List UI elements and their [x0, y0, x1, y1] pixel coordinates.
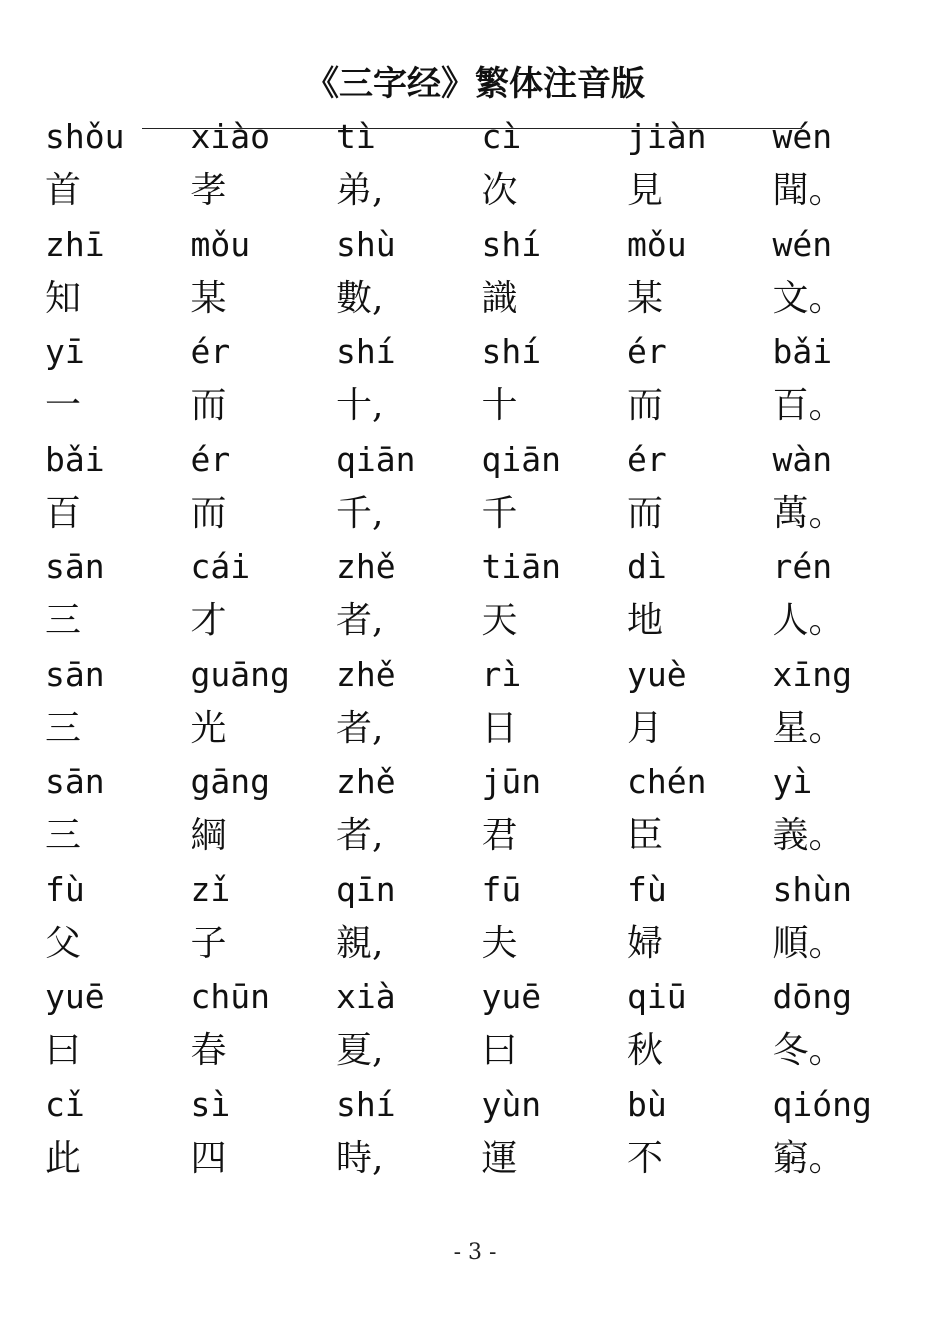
hanzi-character: 百。	[772, 385, 845, 426]
pinyin-row	[45, 757, 918, 807]
pinyin-syllable: rén	[772, 547, 833, 586]
pinyin-syllable: bǎi	[772, 332, 833, 371]
stanza-list	[45, 112, 925, 1187]
hanzi-character: 者,	[336, 815, 384, 856]
hanzi-character: 光	[190, 707, 227, 749]
hanzi-character: 弟,	[336, 170, 384, 211]
pinyin-syllable: yì	[772, 762, 813, 801]
hanzi-character: 次	[481, 170, 518, 211]
hanzi-character: 才	[190, 600, 227, 641]
pinyin-syllable: shí	[481, 332, 542, 371]
hanzi-character: 夫	[481, 922, 518, 964]
hanzi-character: 四	[190, 1137, 227, 1179]
hanzi-character: 而	[190, 492, 227, 534]
hanzi-character: 婦	[627, 922, 664, 964]
hanzi-character: 文。	[772, 277, 845, 319]
pinyin-syllable: shí	[336, 1084, 396, 1124]
pinyin-syllable: guāng	[190, 654, 290, 694]
pinyin-syllable: yuē	[45, 977, 105, 1016]
pinyin-syllable: yuē	[481, 977, 542, 1016]
pinyin-syllable: sì	[190, 1084, 231, 1124]
pinyin-syllable: ér	[627, 439, 667, 479]
stanza	[45, 327, 925, 435]
pinyin-row	[45, 542, 918, 592]
pinyin-syllable: zhě	[336, 762, 396, 801]
hanzi-character: 千,	[336, 492, 384, 534]
hanzi-character: 人。	[772, 600, 845, 641]
stanza	[45, 757, 925, 865]
hanzi-character: 見	[627, 170, 664, 211]
pinyin-syllable: jiàn	[627, 117, 707, 156]
pinyin-syllable: dōng	[772, 977, 852, 1016]
pinyin-syllable: wén	[772, 224, 833, 264]
pinyin-syllable: sān	[45, 547, 105, 586]
pinyin-syllable: cǐ	[45, 1084, 85, 1124]
hanzi-character: 運	[481, 1137, 518, 1179]
pinyin-syllable: xià	[336, 977, 396, 1016]
hanzi-character: 日	[481, 707, 518, 749]
hanzi-row	[45, 1026, 918, 1076]
hanzi-character: 三	[45, 600, 82, 641]
pinyin-row	[45, 435, 918, 485]
pinyin-syllable: cái	[190, 547, 251, 586]
hanzi-character: 親,	[336, 922, 384, 964]
pinyin-syllable: xīng	[772, 654, 852, 694]
pinyin-syllable: bǎi	[45, 439, 105, 479]
hanzi-row	[45, 1134, 918, 1184]
pinyin-syllable: dì	[627, 547, 667, 586]
hanzi-character: 十,	[336, 385, 384, 426]
pinyin-syllable: sān	[45, 762, 105, 801]
stanza	[45, 542, 925, 650]
pinyin-syllable: shǒu	[45, 117, 125, 156]
hanzi-row	[45, 704, 918, 754]
hanzi-character: 者,	[336, 600, 384, 641]
pinyin-syllable: zhī	[45, 224, 105, 264]
pinyin-syllable: cì	[481, 117, 522, 156]
hanzi-character: 而	[627, 385, 664, 426]
hanzi-character: 萬。	[772, 492, 845, 534]
pinyin-syllable: yùn	[481, 1084, 542, 1124]
hanzi-character: 春	[190, 1030, 227, 1071]
pinyin-row	[45, 972, 918, 1022]
hanzi-character: 月	[627, 707, 664, 749]
pinyin-syllable: ér	[190, 332, 231, 371]
hanzi-character: 時,	[336, 1137, 384, 1179]
pinyin-syllable: zhě	[336, 654, 396, 694]
hanzi-character: 數,	[336, 277, 384, 319]
hanzi-character: 父	[45, 922, 82, 964]
hanzi-character: 百	[45, 492, 82, 534]
stanza	[45, 972, 925, 1080]
pinyin-syllable: qiān	[481, 439, 561, 479]
pinyin-syllable: chūn	[190, 977, 270, 1016]
hanzi-character: 順。	[772, 922, 845, 964]
hanzi-character: 者,	[336, 707, 384, 749]
hanzi-character: 三	[45, 707, 82, 749]
pinyin-syllable: fù	[45, 869, 85, 909]
stanza	[45, 112, 925, 220]
hanzi-row	[45, 166, 918, 216]
stanza	[45, 865, 925, 973]
pinyin-syllable: qióng	[772, 1084, 872, 1124]
pinyin-syllable: yī	[45, 332, 85, 371]
pinyin-row	[45, 650, 918, 700]
hanzi-row	[45, 596, 918, 646]
hanzi-row	[45, 489, 918, 539]
pinyin-row	[45, 220, 918, 270]
stanza	[45, 435, 925, 543]
hanzi-character: 而	[627, 492, 664, 534]
page-title: 《三字经》繁体注音版	[305, 64, 645, 104]
hanzi-character: 聞。	[772, 170, 845, 211]
pinyin-row	[45, 865, 918, 915]
pinyin-syllable: rì	[481, 654, 522, 694]
hanzi-character: 秋	[627, 1030, 664, 1071]
hanzi-character: 三	[45, 815, 82, 856]
pinyin-syllable: xiào	[190, 117, 270, 156]
pinyin-syllable: qiū	[627, 977, 687, 1016]
hanzi-character: 孝	[190, 170, 227, 211]
hanzi-character: 臣	[627, 815, 664, 856]
stanza	[45, 220, 925, 328]
hanzi-character: 綱	[190, 815, 227, 856]
hanzi-character: 十	[481, 385, 518, 426]
pinyin-syllable: shí	[336, 332, 396, 371]
hanzi-character: 義。	[772, 815, 845, 856]
pinyin-syllable: ér	[190, 439, 231, 479]
hanzi-character: 不	[627, 1137, 664, 1179]
pinyin-syllable: wàn	[772, 439, 833, 479]
hanzi-character: 天	[481, 600, 518, 641]
pinyin-syllable: wén	[772, 117, 833, 156]
pinyin-syllable: gāng	[190, 762, 270, 801]
hanzi-character: 知	[45, 277, 82, 319]
pinyin-syllable: chén	[627, 762, 707, 801]
hanzi-character: 君	[481, 815, 518, 856]
hanzi-character: 一	[45, 385, 82, 426]
pinyin-syllable: shù	[336, 224, 396, 264]
hanzi-character: 而	[190, 385, 227, 426]
hanzi-row	[45, 811, 918, 861]
stanza	[45, 650, 925, 758]
hanzi-character: 夏,	[336, 1030, 384, 1071]
hanzi-character: 千	[481, 492, 518, 534]
pinyin-syllable: mǒu	[627, 224, 687, 264]
hanzi-character: 曰	[45, 1030, 82, 1071]
pinyin-syllable: zǐ	[190, 869, 231, 909]
pinyin-syllable: bù	[627, 1084, 667, 1124]
pinyin-syllable: shùn	[772, 869, 852, 909]
pinyin-syllable: zhě	[336, 547, 396, 586]
pinyin-syllable: mǒu	[190, 224, 251, 264]
hanzi-character: 冬。	[772, 1030, 845, 1071]
hanzi-character: 星。	[772, 707, 845, 749]
pinyin-syllable: shí	[481, 224, 542, 264]
hanzi-character: 首	[45, 170, 82, 211]
hanzi-row	[45, 381, 918, 431]
hanzi-row	[45, 274, 918, 324]
page-number: - 3 -	[453, 1240, 497, 1265]
hanzi-character: 曰	[481, 1030, 518, 1071]
hanzi-character: 某	[190, 277, 227, 319]
hanzi-character: 地	[627, 600, 664, 641]
hanzi-row	[45, 919, 918, 969]
pinyin-syllable: tì	[336, 117, 376, 156]
hanzi-character: 窮。	[772, 1137, 845, 1179]
pinyin-syllable: fū	[481, 869, 522, 909]
hanzi-character: 此	[45, 1137, 82, 1179]
stanza	[45, 1080, 925, 1188]
pinyin-row	[45, 327, 918, 377]
pinyin-syllable: yuè	[627, 654, 687, 694]
hanzi-character: 某	[627, 277, 664, 319]
pinyin-syllable: tiān	[481, 547, 561, 586]
pinyin-syllable: qīn	[336, 869, 396, 909]
pinyin-syllable: fù	[627, 869, 667, 909]
pinyin-row	[45, 112, 918, 162]
pinyin-syllable: jūn	[481, 762, 542, 801]
pinyin-syllable: qiān	[336, 439, 416, 479]
pinyin-row	[45, 1080, 918, 1130]
pinyin-syllable: ér	[627, 332, 667, 371]
hanzi-character: 子	[190, 922, 227, 964]
pinyin-syllable: sān	[45, 654, 105, 694]
hanzi-character: 識	[481, 277, 518, 319]
